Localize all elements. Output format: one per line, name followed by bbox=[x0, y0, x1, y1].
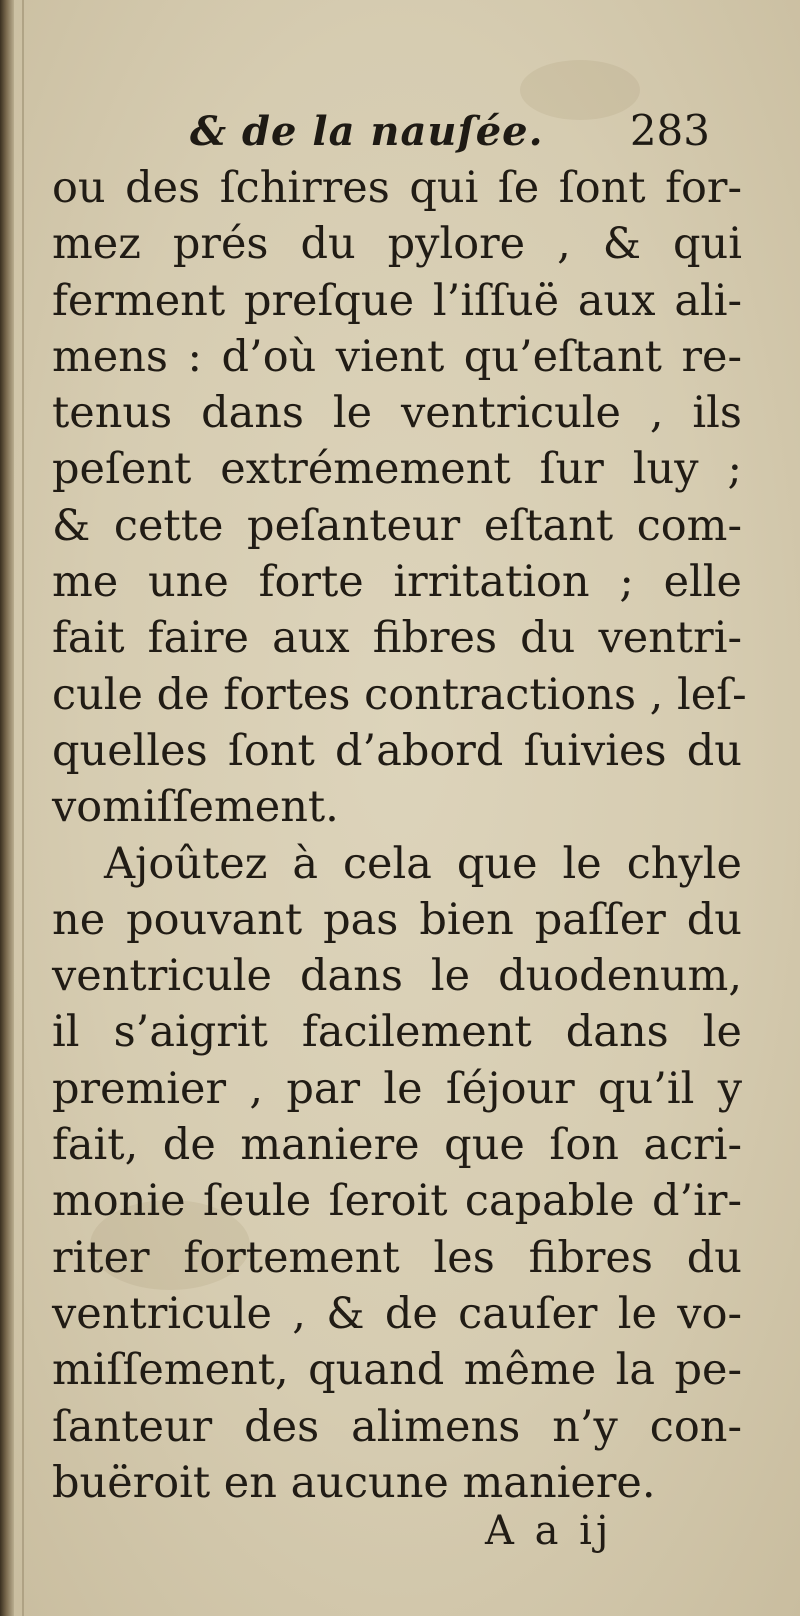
text-line: il s’aigrit facilement dans le bbox=[52, 1007, 742, 1058]
text-line: quelles ſont d’abord ſuivies du bbox=[52, 725, 742, 776]
text-line: riter fortement les fibres du bbox=[52, 1232, 742, 1283]
text-line: ou des ſchirres qui ſe ſont for- bbox=[52, 163, 742, 213]
signature-mark: A a ij bbox=[485, 1508, 613, 1554]
text-line: premier , par le ſéjour qu’il y bbox=[52, 1063, 742, 1114]
text-line: fait faire aux fibres du ventri- bbox=[52, 613, 742, 664]
text-line: ventricule , & de cauſer le vo- bbox=[52, 1288, 742, 1339]
text-line: mez prés du pylore , & qui bbox=[52, 219, 742, 270]
text-line: buëroit en aucune maniere. bbox=[52, 1457, 656, 1508]
text-line: vomiſſement. bbox=[52, 782, 339, 833]
text-line: ſanteur des alimens n’y con- bbox=[52, 1401, 742, 1452]
book-gutter bbox=[0, 0, 14, 1616]
text-line: peſent extrémement ſur luy ; bbox=[52, 444, 742, 495]
body-text bbox=[52, 160, 747, 1511]
text-line: Ajoûtez à cela que le chyle bbox=[104, 838, 742, 889]
page-header bbox=[150, 100, 710, 160]
paragraph-2 bbox=[52, 836, 742, 1512]
text-line: ne pouvant pas bien paſſer du bbox=[52, 894, 742, 945]
running-title: & de la nauſée. bbox=[190, 108, 544, 155]
text-line: miſſement, quand même la pe- bbox=[52, 1345, 742, 1396]
text-line: ventricule dans le duodenum, bbox=[52, 951, 742, 1002]
text-line: me une forte irritation ; elle bbox=[52, 557, 742, 608]
text-line: ferment preſque l’iſſuë aux ali- bbox=[52, 275, 742, 326]
text-line: tenus dans le ventricule , ils bbox=[52, 388, 742, 439]
text-line: mens : d’où vient qu’eſtant re- bbox=[52, 331, 742, 382]
page-number: 283 bbox=[629, 106, 710, 155]
text-line: fait, de maniere que ſon acri- bbox=[52, 1120, 742, 1171]
text-line: monie ſeule ſeroit capable d’ir- bbox=[52, 1176, 742, 1227]
gutter-crease bbox=[22, 0, 24, 1616]
text-line: cule de fortes contractions , leſ- bbox=[52, 669, 747, 720]
text-line: & cette peſanteur eſtant com- bbox=[52, 500, 742, 551]
paragraph-1 bbox=[52, 160, 747, 836]
